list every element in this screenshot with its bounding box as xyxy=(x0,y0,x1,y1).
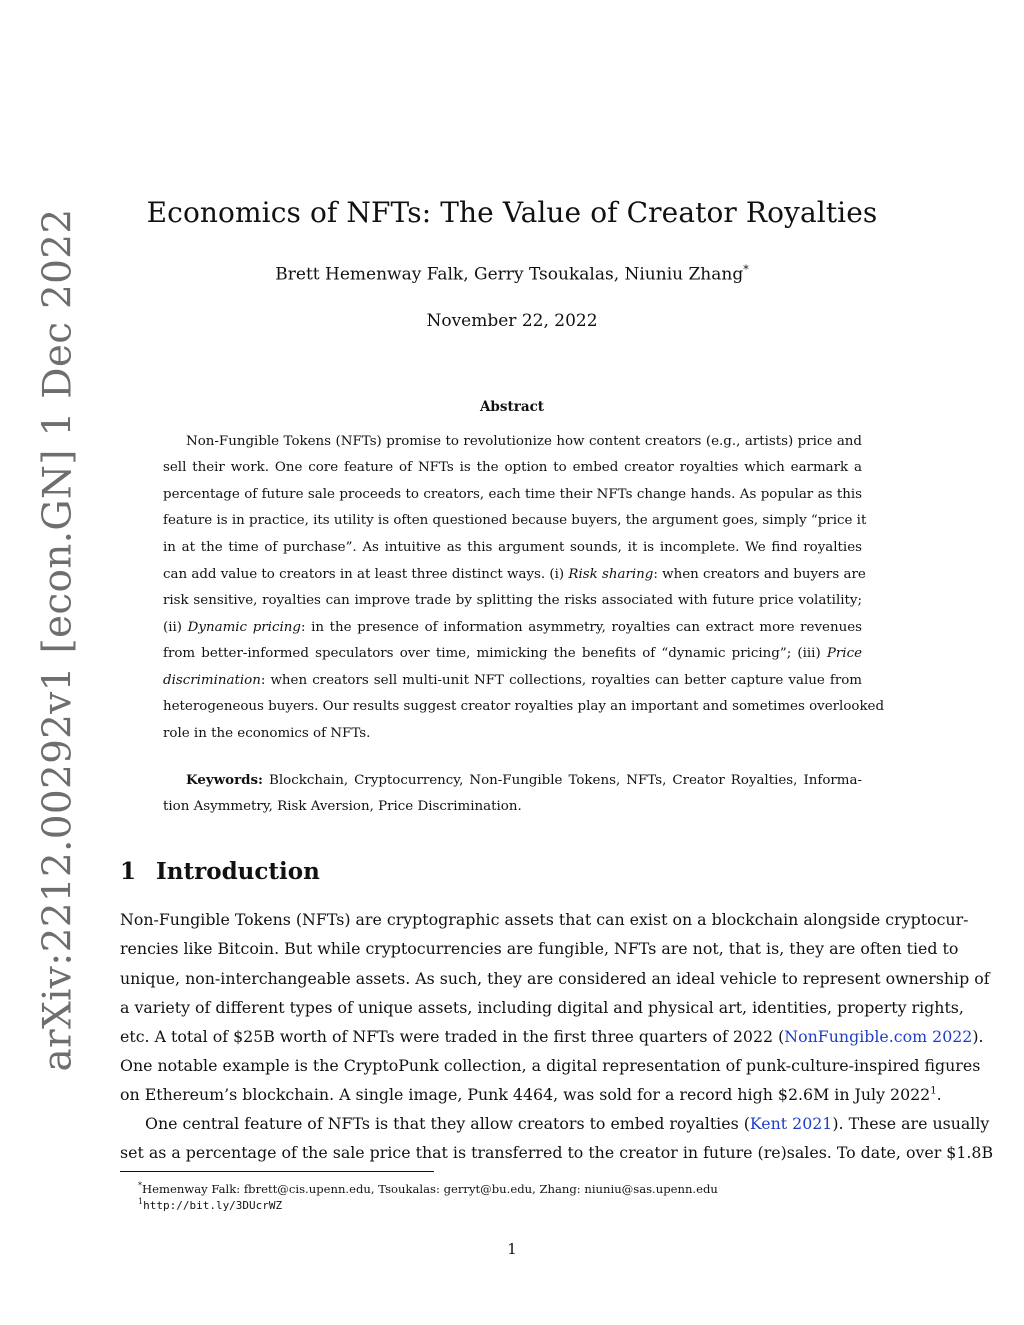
abstract-line xyxy=(163,619,862,637)
body-line xyxy=(145,1113,990,1135)
author-names: Brett Hemenway Falk, Gerry Tsoukalas, Niuniu Zhang xyxy=(275,264,744,285)
emphasis-dynamic-pricing: Dynamic pricing xyxy=(187,620,301,635)
section-title: Introduction xyxy=(156,858,320,885)
keywords-text: Blockchain, Cryptocurrency, Non-Fungible Tokens, NFTs, Creator Royalties, Informa- xyxy=(269,773,862,788)
keywords-line xyxy=(186,771,862,789)
abstract-line: risk sensitive, royalties can improve trade by splitting the risks associated with future price volatility; xyxy=(163,593,862,608)
abstract-line: percentage of future sale proceeds to creators, each time their NFTs change hands. As popular as this xyxy=(163,487,862,502)
abstract-line: role in the economics of NFTs. xyxy=(163,726,371,741)
body-text: One central feature of NFTs is that they allow creators to embed royalties ( xyxy=(145,1114,750,1133)
body-text: on Ethereum’s blockchain. A single image, Punk 4464, was sold for a record high $2.6M in July 2022 xyxy=(120,1085,931,1104)
body-text: ). xyxy=(972,1027,984,1046)
emphasis-discrimination: discrimination xyxy=(163,673,261,688)
body-line: unique, non-interchangeable assets. As such, they are considered an ideal vehicle to represent ownership of xyxy=(120,969,990,988)
keywords-label: Keywords: xyxy=(186,772,264,788)
body-text: ). These are usually xyxy=(832,1114,990,1133)
footnote-2 xyxy=(138,1194,282,1213)
abstract-line: sell their work. One core feature of NFTs is the option to embed creator royalties which earmark a xyxy=(163,460,862,475)
footnote-text: Hemenway Falk: fbrett@cis.upenn.edu, Tsoukalas: gerryt@bu.edu, Zhang: niuniu@sas.upenn.edu xyxy=(142,1181,718,1196)
abstract-text: : when creators sell multi-unit NFT collections, royalties can better capture value from xyxy=(260,673,862,688)
section-heading xyxy=(120,858,320,885)
emphasis-risk-sharing: Risk sharing xyxy=(568,567,654,582)
paper-title: Economics of NFTs: The Value of Creator Royalties xyxy=(146,196,878,229)
arxiv-identifier-stamp: arXiv:2212.00292v1 [econ.GN] 1 Dec 2022 xyxy=(35,208,81,1072)
footnote-mark: 1 xyxy=(138,1197,144,1206)
body-line xyxy=(120,1026,984,1048)
page-number: 1 xyxy=(507,1240,517,1258)
abstract-heading: Abstract xyxy=(479,399,545,415)
abstract-text: from better-informed speculators over time, mimicking the benefits of “dynamic pricing”; (iii) xyxy=(163,646,821,661)
emphasis-price: Price xyxy=(826,646,862,661)
abstract-line xyxy=(163,566,866,584)
author-list xyxy=(0,263,1024,285)
body-line xyxy=(120,1084,942,1106)
body-line: rencies like Bitcoin. But while cryptocurrencies are fungible, NFTs are not, that is, they are often tied to xyxy=(120,939,959,958)
citation-link-nonfungible[interactable]: NonFungible.com 2022 xyxy=(784,1027,973,1046)
publication-date: November 22, 2022 xyxy=(426,311,598,331)
keywords-line: tion Asymmetry, Risk Aversion, Price Discrimination. xyxy=(163,799,522,814)
footnote-ref[interactable]: 1 xyxy=(930,1085,937,1097)
abstract-text: : when creators and buyers are xyxy=(653,567,866,582)
abstract-line: in at the time of purchase”. As intuitive as this argument sounds, it is incomplete. We find royalties xyxy=(163,540,862,555)
abstract-text: can add value to creators in at least three distinct ways. (i) xyxy=(163,567,565,582)
abstract-text: (ii) xyxy=(163,620,183,635)
abstract-text: : in the presence of information asymmetry, royalties can extract more revenues xyxy=(300,620,863,635)
citation-link-kent[interactable]: Kent 2021 xyxy=(749,1114,833,1133)
author-footnote-mark: * xyxy=(743,263,749,276)
body-text: . xyxy=(936,1085,942,1104)
footnote-url-link[interactable]: http://bit.ly/3DUcrWZ xyxy=(143,1198,283,1212)
body-text: etc. A total of $25B worth of NFTs were traded in the first three quarters of 2022 ( xyxy=(120,1027,785,1046)
footnote-mark: * xyxy=(138,1181,142,1190)
body-line: One notable example is the CryptoPunk collection, a digital representation of punk-culture-inspired figures xyxy=(120,1056,981,1075)
abstract-line: heterogeneous buyers. Our results suggest creator royalties play an important and sometimes overlooked xyxy=(163,699,885,714)
body-line: a variety of different types of unique assets, including digital and physical art, identities, property rights, xyxy=(120,998,964,1017)
abstract-line: feature is in practice, its utility is often questioned because buyers, the argument goes, simply “price it xyxy=(163,513,867,528)
abstract-line xyxy=(163,672,862,690)
abstract-line: Non-Fungible Tokens (NFTs) promise to revolutionize how content creators (e.g., artists) price and xyxy=(186,434,862,449)
body-line: set as a percentage of the sale price that is transferred to the creator in future (re)sales. To date, over $1.8B xyxy=(120,1143,994,1162)
abstract-line xyxy=(163,645,862,663)
body-line: Non-Fungible Tokens (NFTs) are cryptographic assets that can exist on a blockchain alongside cryptocur- xyxy=(120,910,969,929)
section-number: 1 xyxy=(120,858,137,885)
footnote-divider xyxy=(120,1171,434,1172)
